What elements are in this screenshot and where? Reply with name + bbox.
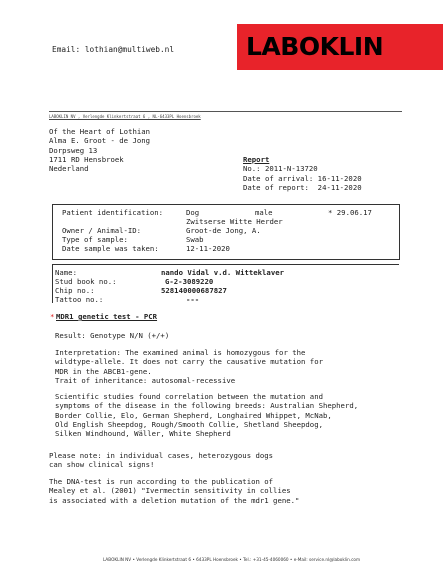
publication-line: is associated with a deletion mutation of the mdr1 gene." [49, 495, 300, 505]
report-number: No.: 2011-N-13720 [243, 164, 318, 174]
chip-label: Chip no.: [55, 286, 95, 295]
sample-date-value: 12-11-2020 [186, 244, 230, 253]
email-line: Email: lothian@multiweb.nl [52, 45, 175, 54]
laboklin-logo: LABOKLIN [237, 24, 443, 70]
studies-text [55, 392, 358, 438]
animal-name-value: nando Vidal v.d. Witteklaver [161, 268, 285, 277]
recipient-line: Nederland [49, 164, 89, 174]
accreditation-marker: * [50, 312, 55, 321]
report-title: Report [243, 155, 270, 164]
owner-value: Groot-de Jong, A. [186, 226, 261, 235]
publication-line: Mealey et al. (2001) "Ivermectin sensitivity in collies [49, 486, 291, 496]
patient-breed: Zwitserse Witte Herder [186, 217, 283, 226]
tattoo-label: Tattoo no.: [55, 295, 104, 304]
recipient-line: Dorpsweg 13 [49, 145, 98, 155]
owner-label: Owner / Animal-ID: [62, 226, 142, 235]
publication-line: The DNA-test is run according to the publication of [49, 477, 274, 486]
test-title: MDR1 genetic test - PCR [56, 312, 158, 321]
patient-birth-date: * 29.06.17 [328, 208, 372, 217]
interpretation-line: Trait of inheritance: autosomal-recessive [55, 375, 236, 385]
studies-line: Border Collie, Elo, German Shepherd, Longhaired Whippet, McNab, [55, 410, 332, 420]
studies-line: Scientific studies found correlation between the mutation and [55, 392, 323, 401]
animal-name-label: Name: [55, 268, 77, 277]
report-info [243, 155, 362, 192]
patient-sex: male [255, 208, 273, 217]
studies-line: symptoms of the disease in the following breeds: Australian Shepherd, [55, 401, 359, 411]
recipient-line: Alma E. Groot - de Jong [49, 136, 151, 146]
date-of-report: Date of report: 24-11-2020 [243, 182, 362, 192]
interpretation-text [55, 348, 323, 385]
sample-date-label: Date sample was taken: [62, 244, 159, 253]
sample-type-value: Swab [186, 235, 204, 244]
warning-line: can show clinical signs! [49, 460, 155, 470]
studies-line: Silken Windhound, Wäller, White Shepherd [55, 429, 231, 439]
studies-line: Old English Sheepdog, Rough/Smooth Collie, Shetland Sheepdog, [55, 419, 323, 429]
sample-type-label: Type of sample: [62, 235, 128, 244]
header-divider [49, 111, 402, 112]
interpretation-line: Interpretation: The examined animal is homozygous for the [55, 348, 306, 357]
tattoo-value: --- [186, 295, 200, 304]
interpretation-line: wildtype-allele. It does not carry the causative mutation for [55, 357, 323, 367]
heterozygous-warning [49, 451, 273, 470]
interpretation-line: MDR in the ABCB1-gene. [55, 366, 152, 376]
studbook-label: Stud book no.: [55, 277, 117, 286]
patient-species: Dog [186, 208, 200, 217]
sender-address-line: LABOKLIN NV , Verlengde Klinkertstraat 6 , NL-6433PL Hoensbroek [49, 114, 201, 119]
footer-address: LABOKLIN NV • Verlengde Klinkertstraat 6 • 6433PL Hoensbroek • Tel.: +31-45-4060060 • e-Mail: service.nl@laboklin.com [103, 557, 361, 562]
studbook-value: G-2-3089220 [165, 277, 214, 286]
chip-value: 528140000687827 [161, 286, 227, 295]
publication-reference [49, 477, 299, 505]
recipient-line: Of the Heart of Lothian [49, 127, 151, 136]
patient-id-label: Patient identification: [62, 208, 164, 217]
test-result: Result: Genotype N/N (+/+) [55, 331, 170, 340]
recipient-line: 1711 RD Hensbroek [49, 154, 124, 164]
recipient-address [49, 127, 150, 173]
date-of-arrival: Date of arrival: 16-11-2020 [243, 173, 362, 183]
warning-line: Please note: in individual cases, heterozygous dogs [49, 451, 274, 460]
